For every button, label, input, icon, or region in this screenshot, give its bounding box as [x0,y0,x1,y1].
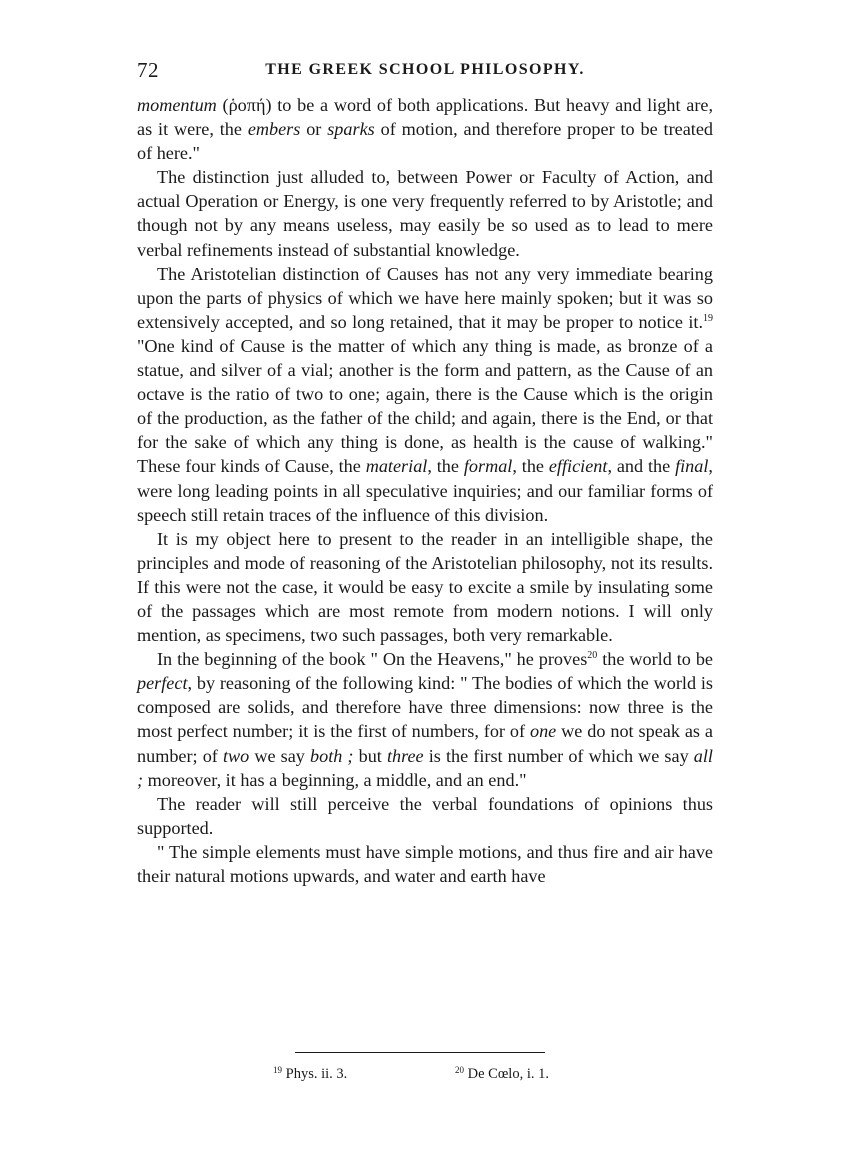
italic-term: material [365,456,428,477]
italic-term: momentum [137,95,217,115]
paragraph-7: " The simple elements must have simple motions, and thus fire and air have their natural motions upwards, and water and earth have [137,841,713,886]
paragraph-5 [137,647,713,792]
footnote-text-19: Phys. ii. 3. [282,1066,348,1082]
footnote-20 [455,1066,549,1083]
footnote-19 [273,1066,347,1083]
running-head: THE GREEK SCHOOL PHILOSOPHY. [265,61,585,78]
page-header [137,58,713,88]
italic-term: perfect [137,673,188,694]
italic-term: two [222,745,250,766]
text-run: In the beginning of the book " On the Heavens," he proves [157,649,588,670]
text-run: the world to be [597,649,713,670]
italic-term: sparks [327,119,375,140]
text-run: , the [512,456,549,477]
text-run: , by reasoning of the following kind: " The bodies of which the world is composed are solids, and therefore have three dimensions: now three is the most perfect number; it is the first of numbers, for of [137,673,713,742]
italic-term: formal [463,456,513,477]
body-text [137,93,713,888]
text-run: (ῥοπή) to be a word of both applications. But heavy and light are, as it were, the [137,95,713,140]
paragraph-6: The reader will still perceive the verbal foundations of opinions thus supported. [137,793,713,838]
italic-term: one [529,721,557,742]
page-number: 72 [137,58,159,82]
text-run: moreover, it has a beginning, a middle, and an end." [143,769,527,790]
text-run: of motion, and therefore proper to be treated of here." [137,119,714,164]
italic-term: final [675,456,709,477]
text-run: , were long leading points in all speculative inquiries; and our familiar forms of speech still retain traces of the influence of this division. [137,456,713,525]
text-run: , and the [607,456,676,477]
footnotes [137,1066,713,1090]
footnote-ref-20: 20 [587,650,598,662]
text-run: we do not speak as a number; of [137,721,713,766]
text-run: but [353,745,387,766]
paragraph-1 [137,93,713,165]
text-run: , the [427,456,464,477]
paragraph-2: The distinction just alluded to, between Power or Faculty of Action, and actual Operation or Energy, is one very frequently referred to by Aristotle; and though not by any means useless, may easily be so used as to lead to mere verbal refinements instead of substantial knowledge. [137,167,713,260]
text-run: we say [249,745,310,766]
footnote-rule [295,1052,545,1053]
footnote-mark-19: 19 [273,1065,282,1075]
text-run: "One kind of Cause is the matter of which any thing is made, as bronze of a statue, and silver of a vial; another is the form and pattern, as the Cause of an octave is the ratio of two to one; again, there is the Cause which is the origin of the production, as the father of the child; and again, there is the End, or that for the sake of which any thing is done, as health is the cause of walking." These four kinds of Cause, the [137,335,713,477]
italic-term: both ; [310,745,354,766]
text-run: is the first number of which we say [423,745,694,766]
italic-term: all ; [137,745,713,790]
footnote-ref-19: 19 [703,312,713,324]
italic-term: embers [247,119,301,140]
italic-term: three [386,745,424,766]
italic-term: efficient [548,456,608,477]
footnote-text-20: De Cœlo, i. 1. [464,1066,549,1082]
footnote-mark-20: 20 [455,1065,464,1075]
paragraph-4: It is my object here to present to the reader in an intelligible shape, the principles and mode of reasoning of the Aristotelian philosophy, not its results. If this were not the case, it would be easy to excite a smile by insulating some of the passages which are most remote from modern notions. I will only mention, as specimens, two such passages, both very remarkable. [137,528,713,646]
text-run: The Aristotelian distinction of Causes has not any very immediate bearing upon the parts of physics of which we have here mainly spoken; but it was so extensively accepted, and so long retained, that it may be proper to notice it. [137,263,713,332]
text-run: or [300,119,328,140]
paragraph-3 [137,262,713,527]
